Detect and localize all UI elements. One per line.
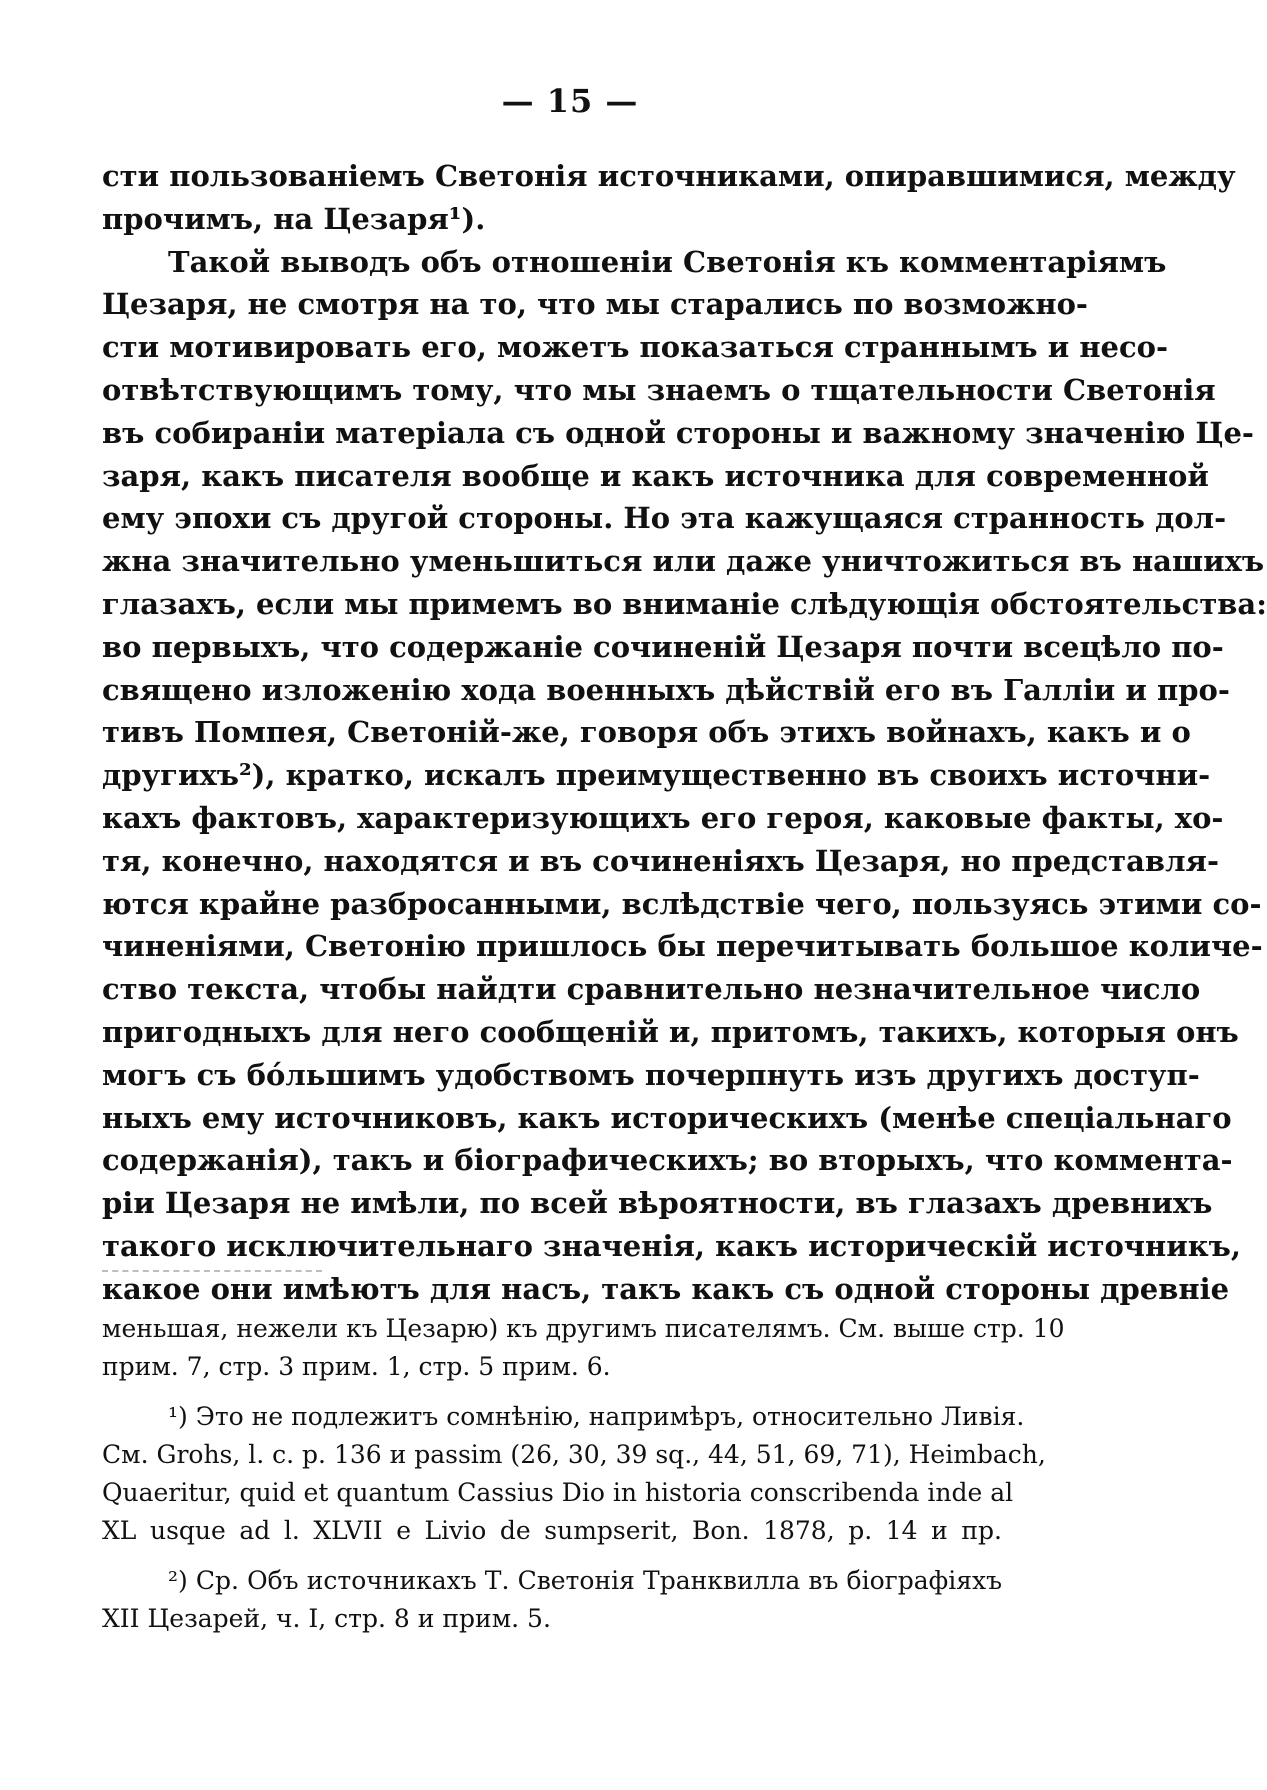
- text-line: тивъ Помпея, Светоній-же, говоря объ этихъ войнахъ, какъ и о: [102, 715, 1191, 750]
- text-line: Такой выводъ объ отношеніи Светонія къ комментаріямъ: [168, 244, 1167, 279]
- text-line: священо изложенію хода военныхъ дѣйствій его въ Галліи и про-: [102, 672, 1230, 707]
- text-line: прочимъ, на Цезаря¹).: [102, 201, 486, 236]
- text-line: ныхъ ему источниковъ, какъ историческихъ (менѣе спеціальнаго: [102, 1100, 1232, 1135]
- main-text: [102, 155, 1267, 1311]
- footnote-line: ¹) Это не подлежитъ сомнѣнію, напримѣръ, относительно Ливія.: [168, 1402, 1025, 1431]
- text-line: могъ съ бо́льшимъ удобствомъ почерпнуть изъ другихъ доступ-: [102, 1057, 1200, 1092]
- text-line: тя, конечно, находятся и въ сочиненіяхъ Цезаря, но представля-: [102, 843, 1219, 878]
- text-line: глазахъ, если мы примемъ во вниманіе слѣдующія обстоятельства:: [102, 586, 1267, 621]
- text-line: во первыхъ, что содержаніе сочиненій Цезаря почти всецѣло по-: [102, 629, 1224, 664]
- text-line: Цезаря, не смотря на то, что мы старались по возможно-: [102, 287, 1088, 322]
- text-line: кахъ фактовъ, характеризующихъ его героя, каковые факты, хо-: [102, 800, 1224, 835]
- footnote-line: XII Цезарей, ч. I, стр. 8 и прим. 5.: [102, 1604, 551, 1633]
- footnote-line: См. Grohs, l. c. p. 136 и passim (26, 30, 39 sq., 44, 51, 69, 71), Heimbach,: [102, 1440, 1046, 1469]
- footnote-line: ²) Ср. Объ источникахъ Т. Светонія Транквилла въ біографіяхъ: [168, 1566, 1002, 1595]
- footnote-line: Quaeritur, quid et quantum Cassius Dio in historia conscribenda inde al: [102, 1478, 1014, 1507]
- footnote-line: меньшая, нежели къ Цезарю) къ другимъ писателямъ. См. выше стр. 10: [102, 1314, 1065, 1343]
- text-line: отвѣтствующимъ тому, что мы знаемъ о тщательности Светонія: [102, 372, 1216, 407]
- footnote-gap: [102, 1386, 1002, 1398]
- text-line: въ собираніи матеріала съ одной стороны и важному значенію Це-: [102, 415, 1254, 450]
- text-line: заря, какъ писателя вообще и какъ источника для современной: [102, 458, 1209, 493]
- text-line: содержанія), такъ и біографическихъ; во вторыхъ, что коммента-: [102, 1143, 1233, 1178]
- text-line: пригодныхъ для него сообщеній и, притомъ, такихъ, которыя онъ: [102, 1014, 1239, 1049]
- page-number: — 15 —: [501, 82, 639, 120]
- text-line: ріи Цезаря не имѣли, по всей вѣроятности, въ глазахъ древнихъ: [102, 1186, 1213, 1221]
- text-line: другихъ²), кратко, искалъ преимущественно въ своихъ источни-: [102, 758, 1211, 793]
- footnotes: [102, 1310, 1065, 1638]
- text-line: жна значительно уменьшиться или даже уничтожиться въ нашихъ: [102, 544, 1265, 579]
- text-line: какое они имѣютъ для насъ, такъ какъ съ одной стороны древніе: [102, 1271, 1230, 1306]
- text-line: такого исключительнаго значенія, какъ историческій источникъ,: [102, 1228, 1242, 1263]
- text-line: чиненіями, Светонію пришлось бы перечитывать большое количе-: [102, 929, 1263, 964]
- text-line: ство текста, чтобы найдти сравнительно незначительное число: [102, 972, 1201, 1007]
- text-line: ются крайне разбросанными, вслѣдствіе чего, пользуясь этими со-: [102, 886, 1262, 921]
- text-line: сти мотивировать его, можетъ показаться страннымъ и несо-: [102, 330, 1169, 365]
- text-line: сти пользованіемъ Светонія источниками, опиравшимися, между: [102, 159, 1236, 193]
- footnote-divider: [102, 1270, 322, 1272]
- text-line: ему эпохи съ другой стороны. Но эта кажущаяся странность дол-: [102, 501, 1227, 536]
- footnote-line: прим. 7, стр. 3 прим. 1, стр. 5 прим. 6.: [102, 1352, 611, 1381]
- footnote-gap: [102, 1550, 1002, 1562]
- footnote-line: XL usque ad l. XLVII e Livio de sumpserit, Bon. 1878, p. 14 и пр.: [102, 1516, 1002, 1545]
